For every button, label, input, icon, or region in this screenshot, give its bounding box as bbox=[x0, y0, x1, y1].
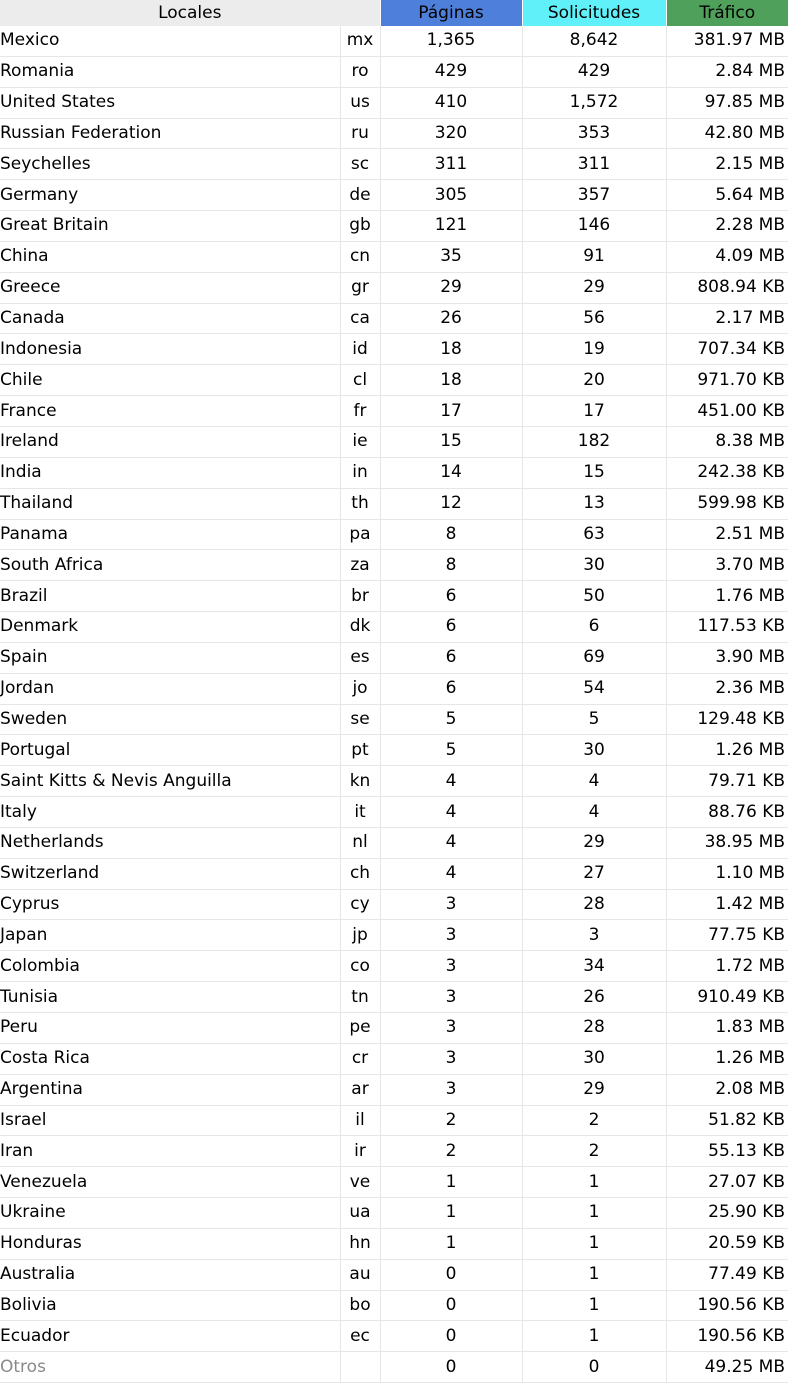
traffic-cell: 599.98 KB bbox=[666, 488, 788, 519]
country-code-cell: us bbox=[340, 87, 380, 118]
traffic-cell: 55.13 KB bbox=[666, 1136, 788, 1167]
table-row bbox=[0, 673, 788, 704]
requests-cell: 30 bbox=[522, 735, 666, 766]
requests-cell: 1 bbox=[522, 1321, 666, 1352]
pages-cell: 4 bbox=[380, 827, 522, 858]
country-cell: France bbox=[0, 396, 340, 427]
requests-cell: 54 bbox=[522, 673, 666, 704]
pages-cell: 15 bbox=[380, 426, 522, 457]
table-row bbox=[0, 1013, 788, 1044]
country-cell: Russian Federation bbox=[0, 118, 340, 149]
country-cell: Ukraine bbox=[0, 1198, 340, 1229]
country-code-cell: jp bbox=[340, 920, 380, 951]
pages-cell: 4 bbox=[380, 797, 522, 828]
requests-cell: 4 bbox=[522, 766, 666, 797]
country-cell: Iran bbox=[0, 1136, 340, 1167]
country-code-cell: cy bbox=[340, 889, 380, 920]
traffic-cell: 1.10 MB bbox=[666, 858, 788, 889]
traffic-cell: 79.71 KB bbox=[666, 766, 788, 797]
country-cell: Mexico bbox=[0, 26, 340, 56]
traffic-cell: 38.95 MB bbox=[666, 827, 788, 858]
pages-cell: 311 bbox=[380, 149, 522, 180]
table-row bbox=[0, 704, 788, 735]
table-row bbox=[0, 920, 788, 951]
pages-cell: 1 bbox=[380, 1198, 522, 1229]
traffic-cell: 5.64 MB bbox=[666, 180, 788, 211]
pages-cell: 320 bbox=[380, 118, 522, 149]
country-code-cell: dk bbox=[340, 612, 380, 643]
requests-cell: 29 bbox=[522, 827, 666, 858]
pages-cell: 2 bbox=[380, 1105, 522, 1136]
header-row bbox=[0, 0, 788, 26]
traffic-cell: 8.38 MB bbox=[666, 426, 788, 457]
table-row bbox=[0, 1074, 788, 1105]
requests-cell: 1 bbox=[522, 1167, 666, 1198]
requests-cell: 29 bbox=[522, 1074, 666, 1105]
traffic-cell: 51.82 KB bbox=[666, 1105, 788, 1136]
requests-cell: 17 bbox=[522, 396, 666, 427]
traffic-cell: 77.49 KB bbox=[666, 1259, 788, 1290]
requests-cell: 26 bbox=[522, 982, 666, 1013]
requests-cell: 2 bbox=[522, 1136, 666, 1167]
traffic-cell: 117.53 KB bbox=[666, 612, 788, 643]
country-cell: Peru bbox=[0, 1013, 340, 1044]
country-cell: Indonesia bbox=[0, 334, 340, 365]
pages-cell: 1 bbox=[380, 1228, 522, 1259]
country-cell: Israel bbox=[0, 1105, 340, 1136]
pages-cell: 3 bbox=[380, 951, 522, 982]
country-cell: Thailand bbox=[0, 488, 340, 519]
requests-cell: 2 bbox=[522, 1105, 666, 1136]
requests-cell: 357 bbox=[522, 180, 666, 211]
requests-cell: 63 bbox=[522, 519, 666, 550]
requests-cell: 28 bbox=[522, 1013, 666, 1044]
country-code-cell: kn bbox=[340, 766, 380, 797]
table-row bbox=[0, 1136, 788, 1167]
traffic-cell: 4.09 MB bbox=[666, 241, 788, 272]
country-code-cell: cr bbox=[340, 1043, 380, 1074]
table-row bbox=[0, 550, 788, 581]
traffic-cell: 2.15 MB bbox=[666, 149, 788, 180]
pages-cell: 5 bbox=[380, 735, 522, 766]
pages-cell: 14 bbox=[380, 457, 522, 488]
traffic-cell: 707.34 KB bbox=[666, 334, 788, 365]
traffic-cell: 1.26 MB bbox=[666, 735, 788, 766]
country-cell: Great Britain bbox=[0, 211, 340, 242]
country-code-cell: se bbox=[340, 704, 380, 735]
traffic-cell: 1.83 MB bbox=[666, 1013, 788, 1044]
country-cell: Costa Rica bbox=[0, 1043, 340, 1074]
table-row bbox=[0, 889, 788, 920]
table-row bbox=[0, 87, 788, 118]
pages-cell: 17 bbox=[380, 396, 522, 427]
table-row bbox=[0, 1105, 788, 1136]
table-row bbox=[0, 1290, 788, 1321]
table-row bbox=[0, 797, 788, 828]
country-code-cell: ua bbox=[340, 1198, 380, 1229]
requests-cell: 13 bbox=[522, 488, 666, 519]
country-cell: Portugal bbox=[0, 735, 340, 766]
traffic-cell: 808.94 KB bbox=[666, 272, 788, 303]
requests-cell: 182 bbox=[522, 426, 666, 457]
traffic-cell: 242.38 KB bbox=[666, 457, 788, 488]
country-cell: Honduras bbox=[0, 1228, 340, 1259]
requests-cell: 69 bbox=[522, 642, 666, 673]
table-row bbox=[0, 303, 788, 334]
table-row bbox=[0, 951, 788, 982]
country-cell: Italy bbox=[0, 797, 340, 828]
country-code-cell: ie bbox=[340, 426, 380, 457]
traffic-cell: 971.70 KB bbox=[666, 365, 788, 396]
country-code-cell: br bbox=[340, 581, 380, 612]
traffic-cell: 190.56 KB bbox=[666, 1321, 788, 1352]
header-locales[interactable]: Locales bbox=[0, 0, 380, 26]
country-cell: South Africa bbox=[0, 550, 340, 581]
requests-cell: 1 bbox=[522, 1198, 666, 1229]
pages-cell: 8 bbox=[380, 550, 522, 581]
country-code-cell: gr bbox=[340, 272, 380, 303]
pages-cell: 3 bbox=[380, 982, 522, 1013]
table-row bbox=[0, 1259, 788, 1290]
country-code-cell: co bbox=[340, 951, 380, 982]
requests-cell: 4 bbox=[522, 797, 666, 828]
country-cell: Ireland bbox=[0, 426, 340, 457]
country-code-cell: pa bbox=[340, 519, 380, 550]
pages-cell: 6 bbox=[380, 581, 522, 612]
country-code-cell: cn bbox=[340, 241, 380, 272]
traffic-cell: 381.97 MB bbox=[666, 26, 788, 56]
country-cell: Spain bbox=[0, 642, 340, 673]
table-row bbox=[0, 180, 788, 211]
requests-cell: 6 bbox=[522, 612, 666, 643]
traffic-cell: 77.75 KB bbox=[666, 920, 788, 951]
country-cell: Bolivia bbox=[0, 1290, 340, 1321]
requests-cell: 1 bbox=[522, 1290, 666, 1321]
country-cell: Switzerland bbox=[0, 858, 340, 889]
traffic-cell: 42.80 MB bbox=[666, 118, 788, 149]
country-code-cell: pt bbox=[340, 735, 380, 766]
table-row bbox=[0, 766, 788, 797]
country-code-cell: ca bbox=[340, 303, 380, 334]
requests-cell: 429 bbox=[522, 56, 666, 87]
pages-cell: 18 bbox=[380, 334, 522, 365]
pages-cell: 6 bbox=[380, 642, 522, 673]
table-row bbox=[0, 272, 788, 303]
pages-cell: 1 bbox=[380, 1167, 522, 1198]
country-cell: Colombia bbox=[0, 951, 340, 982]
pages-cell: 410 bbox=[380, 87, 522, 118]
table-row bbox=[0, 858, 788, 889]
country-code-cell: de bbox=[340, 180, 380, 211]
traffic-cell: 1.26 MB bbox=[666, 1043, 788, 1074]
country-code-cell: ve bbox=[340, 1167, 380, 1198]
requests-cell: 56 bbox=[522, 303, 666, 334]
traffic-cell: 49.25 MB bbox=[666, 1352, 788, 1383]
country-code-cell: ru bbox=[340, 118, 380, 149]
traffic-cell: 1.42 MB bbox=[666, 889, 788, 920]
table-body bbox=[0, 26, 788, 1383]
pages-cell: 18 bbox=[380, 365, 522, 396]
country-cell: Seychelles bbox=[0, 149, 340, 180]
traffic-cell: 27.07 KB bbox=[666, 1167, 788, 1198]
country-cell: Panama bbox=[0, 519, 340, 550]
table-row bbox=[0, 1167, 788, 1198]
country-code-cell: cl bbox=[340, 365, 380, 396]
pages-cell: 0 bbox=[380, 1290, 522, 1321]
requests-cell: 3 bbox=[522, 920, 666, 951]
country-cell: Argentina bbox=[0, 1074, 340, 1105]
pages-cell: 26 bbox=[380, 303, 522, 334]
table-row bbox=[0, 488, 788, 519]
requests-cell: 30 bbox=[522, 550, 666, 581]
country-code-cell: jo bbox=[340, 673, 380, 704]
country-cell: Canada bbox=[0, 303, 340, 334]
pages-cell: 12 bbox=[380, 488, 522, 519]
country-code-cell: sc bbox=[340, 149, 380, 180]
table-row bbox=[0, 118, 788, 149]
requests-cell: 1 bbox=[522, 1228, 666, 1259]
country-cell: Brazil bbox=[0, 581, 340, 612]
pages-cell: 8 bbox=[380, 519, 522, 550]
requests-cell: 5 bbox=[522, 704, 666, 735]
country-code-cell: ir bbox=[340, 1136, 380, 1167]
country-cell: Cyprus bbox=[0, 889, 340, 920]
country-cell: China bbox=[0, 241, 340, 272]
requests-cell: 353 bbox=[522, 118, 666, 149]
country-code-cell: au bbox=[340, 1259, 380, 1290]
requests-cell: 19 bbox=[522, 334, 666, 365]
requests-cell: 0 bbox=[522, 1352, 666, 1383]
requests-cell: 30 bbox=[522, 1043, 666, 1074]
country-code-cell: fr bbox=[340, 396, 380, 427]
traffic-cell: 3.90 MB bbox=[666, 642, 788, 673]
table-row bbox=[0, 1043, 788, 1074]
header-requests[interactable]: Solicitudes bbox=[522, 0, 666, 26]
country-cell: Netherlands bbox=[0, 827, 340, 858]
country-cell: Germany bbox=[0, 180, 340, 211]
country-cell: Greece bbox=[0, 272, 340, 303]
country-cell: Jordan bbox=[0, 673, 340, 704]
table-row bbox=[0, 334, 788, 365]
table-row bbox=[0, 426, 788, 457]
country-cell: Romania bbox=[0, 56, 340, 87]
country-cell: Australia bbox=[0, 1259, 340, 1290]
table-row bbox=[0, 56, 788, 87]
country-code-cell: gb bbox=[340, 211, 380, 242]
pages-cell: 3 bbox=[380, 1013, 522, 1044]
pages-cell: 1,365 bbox=[380, 26, 522, 56]
table-row bbox=[0, 612, 788, 643]
table-row bbox=[0, 519, 788, 550]
traffic-cell: 2.51 MB bbox=[666, 519, 788, 550]
table-row bbox=[0, 1321, 788, 1352]
table-row bbox=[0, 241, 788, 272]
country-cell: Saint Kitts & Nevis Anguilla bbox=[0, 766, 340, 797]
requests-cell: 91 bbox=[522, 241, 666, 272]
traffic-cell: 88.76 KB bbox=[666, 797, 788, 828]
pages-cell: 5 bbox=[380, 704, 522, 735]
table-row bbox=[0, 149, 788, 180]
country-code-cell: it bbox=[340, 797, 380, 828]
table-row bbox=[0, 827, 788, 858]
requests-cell: 29 bbox=[522, 272, 666, 303]
requests-cell: 20 bbox=[522, 365, 666, 396]
requests-cell: 50 bbox=[522, 581, 666, 612]
traffic-cell: 2.08 MB bbox=[666, 1074, 788, 1105]
country-code-cell: th bbox=[340, 488, 380, 519]
traffic-cell: 2.84 MB bbox=[666, 56, 788, 87]
traffic-cell: 2.28 MB bbox=[666, 211, 788, 242]
traffic-cell: 1.76 MB bbox=[666, 581, 788, 612]
traffic-cell: 25.90 KB bbox=[666, 1198, 788, 1229]
country-code-cell: tn bbox=[340, 982, 380, 1013]
country-cell: Chile bbox=[0, 365, 340, 396]
traffic-cell: 2.17 MB bbox=[666, 303, 788, 334]
requests-cell: 1,572 bbox=[522, 87, 666, 118]
country-cell: Japan bbox=[0, 920, 340, 951]
requests-cell: 1 bbox=[522, 1259, 666, 1290]
country-cell: Venezuela bbox=[0, 1167, 340, 1198]
table-row bbox=[0, 581, 788, 612]
header-pages[interactable]: Páginas bbox=[380, 0, 522, 26]
pages-cell: 121 bbox=[380, 211, 522, 242]
requests-cell: 311 bbox=[522, 149, 666, 180]
country-cell: Tunisia bbox=[0, 982, 340, 1013]
pages-cell: 429 bbox=[380, 56, 522, 87]
traffic-cell: 129.48 KB bbox=[666, 704, 788, 735]
table-row bbox=[0, 211, 788, 242]
country-code-cell: nl bbox=[340, 827, 380, 858]
traffic-cell: 3.70 MB bbox=[666, 550, 788, 581]
traffic-cell: 97.85 MB bbox=[666, 87, 788, 118]
country-cell: India bbox=[0, 457, 340, 488]
country-code-cell: id bbox=[340, 334, 380, 365]
country-code-cell: ar bbox=[340, 1074, 380, 1105]
pages-cell: 4 bbox=[380, 858, 522, 889]
country-code-cell: hn bbox=[340, 1228, 380, 1259]
country-code-cell: es bbox=[340, 642, 380, 673]
pages-cell: 3 bbox=[380, 1043, 522, 1074]
pages-cell: 2 bbox=[380, 1136, 522, 1167]
country-cell: Ecuador bbox=[0, 1321, 340, 1352]
traffic-cell: 910.49 KB bbox=[666, 982, 788, 1013]
table-row bbox=[0, 396, 788, 427]
traffic-cell: 1.72 MB bbox=[666, 951, 788, 982]
requests-cell: 28 bbox=[522, 889, 666, 920]
table-row bbox=[0, 735, 788, 766]
requests-cell: 15 bbox=[522, 457, 666, 488]
country-code-cell: za bbox=[340, 550, 380, 581]
table-row bbox=[0, 642, 788, 673]
pages-cell: 3 bbox=[380, 920, 522, 951]
requests-cell: 27 bbox=[522, 858, 666, 889]
country-cell: Otros bbox=[0, 1352, 340, 1383]
requests-cell: 146 bbox=[522, 211, 666, 242]
traffic-cell: 20.59 KB bbox=[666, 1228, 788, 1259]
pages-cell: 6 bbox=[380, 673, 522, 704]
header-traffic[interactable]: Tráfico bbox=[666, 0, 788, 26]
country-cell: Sweden bbox=[0, 704, 340, 735]
pages-cell: 0 bbox=[380, 1321, 522, 1352]
pages-cell: 6 bbox=[380, 612, 522, 643]
traffic-cell: 451.00 KB bbox=[666, 396, 788, 427]
country-cell: Denmark bbox=[0, 612, 340, 643]
pages-cell: 29 bbox=[380, 272, 522, 303]
pages-cell: 4 bbox=[380, 766, 522, 797]
traffic-cell: 2.36 MB bbox=[666, 673, 788, 704]
pages-cell: 0 bbox=[380, 1259, 522, 1290]
requests-cell: 8,642 bbox=[522, 26, 666, 56]
pages-cell: 3 bbox=[380, 1074, 522, 1105]
traffic-cell: 190.56 KB bbox=[666, 1290, 788, 1321]
country-code-cell: il bbox=[340, 1105, 380, 1136]
country-code-cell: mx bbox=[340, 26, 380, 56]
table-row bbox=[0, 1228, 788, 1259]
table-row bbox=[0, 365, 788, 396]
pages-cell: 3 bbox=[380, 889, 522, 920]
table-row bbox=[0, 457, 788, 488]
table-header bbox=[0, 0, 788, 26]
country-code-cell: in bbox=[340, 457, 380, 488]
country-code-cell: bo bbox=[340, 1290, 380, 1321]
requests-cell: 34 bbox=[522, 951, 666, 982]
pages-cell: 305 bbox=[380, 180, 522, 211]
country-code-cell: pe bbox=[340, 1013, 380, 1044]
country-code-cell: ec bbox=[340, 1321, 380, 1352]
table-row bbox=[0, 1198, 788, 1229]
country-code-cell: ro bbox=[340, 56, 380, 87]
country-cell: United States bbox=[0, 87, 340, 118]
pages-cell: 0 bbox=[380, 1352, 522, 1383]
country-code-cell: ch bbox=[340, 858, 380, 889]
table-row bbox=[0, 982, 788, 1013]
table-row bbox=[0, 26, 788, 56]
pages-cell: 35 bbox=[380, 241, 522, 272]
